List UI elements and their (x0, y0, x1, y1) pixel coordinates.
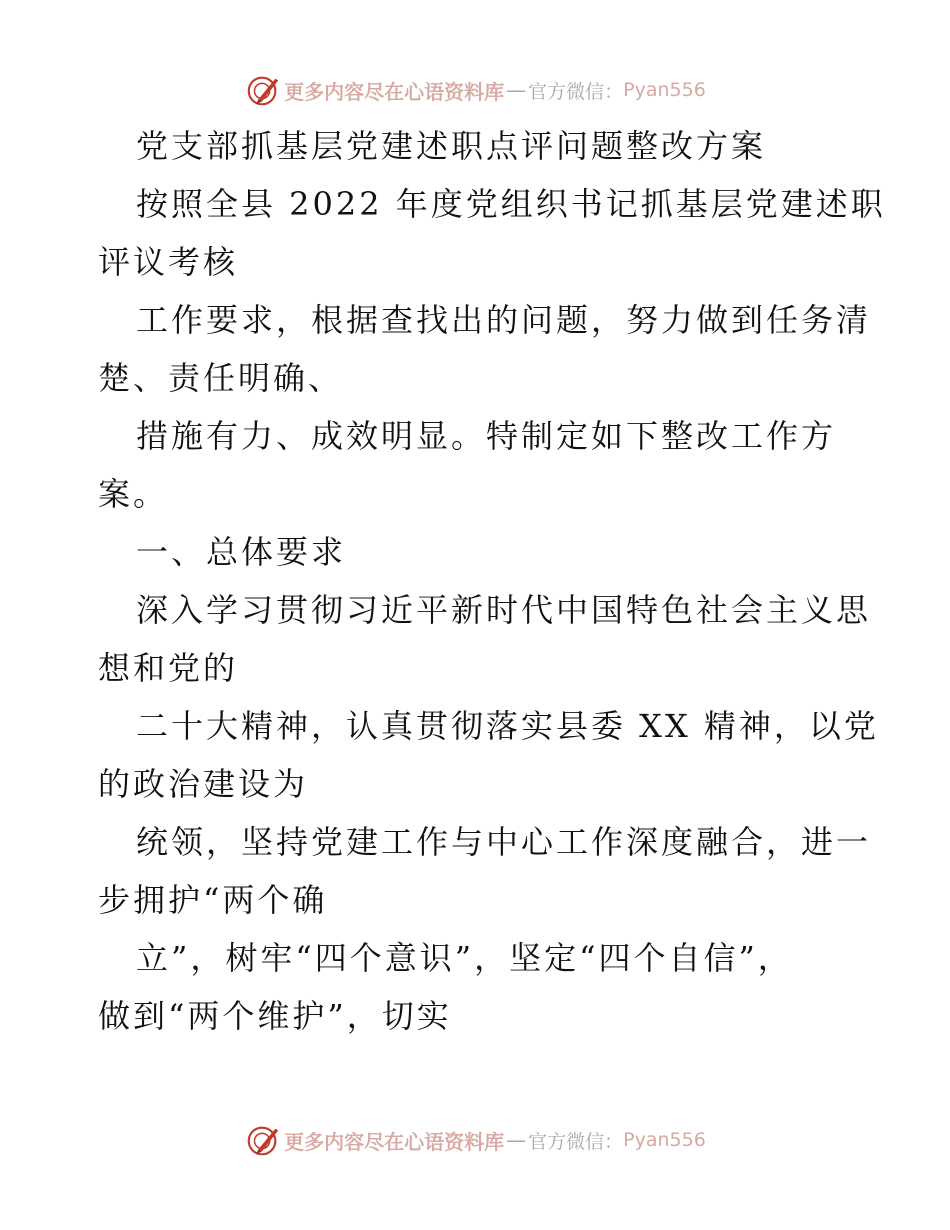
pen-logo-icon (244, 71, 282, 109)
footer-watermark (0, 1120, 950, 1160)
pen-logo-icon (244, 1121, 282, 1159)
watermark-wechat-id: Pyan556 (623, 1129, 706, 1151)
text-line: 措施有力、成效明显。特制定如下整改工作方 (136, 417, 837, 455)
text-line: 深入学习贯彻习近平新时代中国特色社会主义思 (136, 591, 872, 629)
text-line: 二十大精神，认真贯彻落实县委 XX 精神，以党 (136, 707, 879, 745)
text-line: 按照全县 2022 年度党组织书记抓基层党建述职 (136, 185, 886, 223)
text-line: 做到“两个维护”，切实 (98, 997, 452, 1035)
document-title: 党支部抓基层党建述职点评问题整改方案 (136, 127, 767, 165)
watermark-dash: — (506, 1128, 527, 1152)
text-line: 一、总体要求 (136, 533, 347, 571)
watermark-wechat-id: Pyan556 (623, 79, 706, 101)
watermark-text: 更多内容尽在心语资料库 (284, 1129, 505, 1154)
watermark-dash: — (506, 78, 527, 102)
header-watermark (0, 70, 950, 110)
text-line: 立”，树牢“四个意识”，坚定“四个自信”， (136, 939, 793, 977)
document-body (98, 117, 886, 1045)
watermark-wechat-label: 官方微信： (528, 80, 624, 103)
text-line: 案。 (98, 475, 169, 513)
text-line: 统领，坚持党建工作与中心工作深度融合，进一 (136, 823, 872, 861)
text-line: 楚、责任明确、 (98, 359, 344, 397)
text-line: 想和党的 (98, 649, 239, 687)
text-line: 步拥护“两个确 (98, 881, 328, 919)
watermark-wechat-label: 官方微信： (528, 1130, 624, 1153)
text-line: 工作要求，根据查找出的问题，努力做到任务清 (136, 301, 872, 339)
text-line: 评议考核 (98, 243, 239, 281)
watermark-text: 更多内容尽在心语资料库 (284, 79, 505, 104)
text-line: 的政治建设为 (98, 765, 309, 803)
